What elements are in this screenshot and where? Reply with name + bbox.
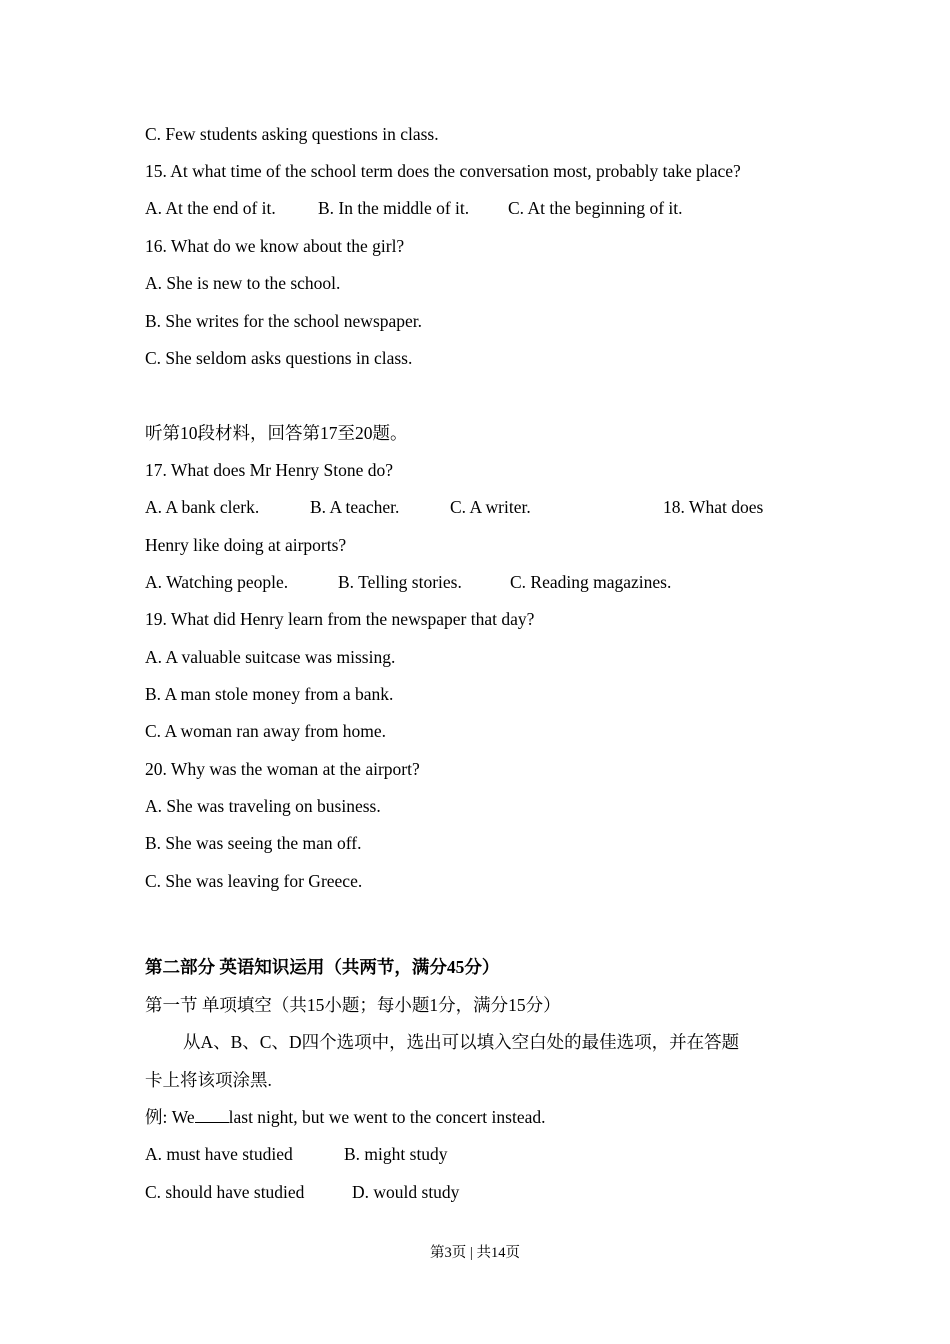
q20-option-c: C. She was leaving for Greece. [145, 871, 363, 891]
example-option-c: C. should have studied [145, 1182, 305, 1202]
instruction-line-2: 卡上将该项涂黑. [145, 1070, 272, 1090]
q16-option-c: C. She seldom asks questions in class. [145, 348, 413, 368]
example-option-d: D. would study [352, 1182, 460, 1202]
question-18-start: 18. What does [663, 497, 764, 517]
example-prefix: 例: We [145, 1107, 195, 1127]
q19-option-c: C. A woman ran away from home. [145, 721, 387, 741]
question-15: 15. At what time of the school term does the conversation most, probably take place? [145, 161, 741, 181]
part-two-title: 第二部分 英语知识运用（共两节，满分45分） [145, 957, 500, 977]
q19-option-b: B. A man stole money from a bank. [145, 684, 394, 704]
example-sentence [145, 1105, 546, 1129]
q15-option-c: C. At the beginning of it. [508, 198, 683, 218]
question-20: 20. Why was the woman at the airport? [145, 759, 420, 779]
q16-option-b: B. She writes for the school newspaper. [145, 311, 423, 331]
q17-options [145, 495, 763, 519]
question-17: 17. What does Mr Henry Stone do? [145, 460, 394, 480]
example-option-b: B. might study [344, 1144, 448, 1164]
q20-option-a: A. She was traveling on business. [145, 796, 381, 816]
question-16: 16. What do we know about the girl? [145, 236, 405, 256]
page-footer: 第3页 | 共14页 [430, 1245, 520, 1261]
question-18-end: Henry like doing at airports? [145, 535, 347, 555]
example-option-a: A. must have studied [145, 1144, 293, 1164]
q16-option-a: A. She is new to the school. [145, 273, 341, 293]
q18-option-a: A. Watching people. [145, 572, 289, 592]
q17-option-c: C. A writer. [450, 497, 531, 517]
section-one-title: 第一节 单项填空（共15小题；每小题1分，满分15分） [145, 995, 561, 1015]
q15-options [145, 196, 683, 220]
q15-option-a: A. At the end of it. [145, 198, 276, 218]
q20-option-b: B. She was seeing the man off. [145, 833, 362, 853]
example-options-row-1 [145, 1142, 448, 1166]
q18-options [145, 570, 671, 594]
q18-option-b: B. Telling stories. [338, 572, 462, 592]
q17-option-b: B. A teacher. [310, 497, 400, 517]
q18-option-c: C. Reading magazines. [510, 572, 672, 592]
q19-option-a: A. A valuable suitcase was missing. [145, 647, 396, 667]
q14-option-c: C. Few students asking questions in class. [145, 124, 439, 144]
section-10-heading: 听第10段材料，回答第17至20题。 [145, 423, 408, 443]
instruction-line-1: 从A、B、C、D四个选项中，选出可以填入空白处的最佳选项，并在答题 [183, 1032, 740, 1052]
answer-blank [195, 1106, 229, 1123]
question-19: 19. What did Henry learn from the newspaper that day? [145, 609, 535, 629]
q15-option-b: B. In the middle of it. [318, 198, 470, 218]
example-options-row-2 [145, 1180, 459, 1204]
q17-option-a: A. A bank clerk. [145, 497, 260, 517]
example-suffix: last night, but we went to the concert instead. [228, 1107, 546, 1127]
